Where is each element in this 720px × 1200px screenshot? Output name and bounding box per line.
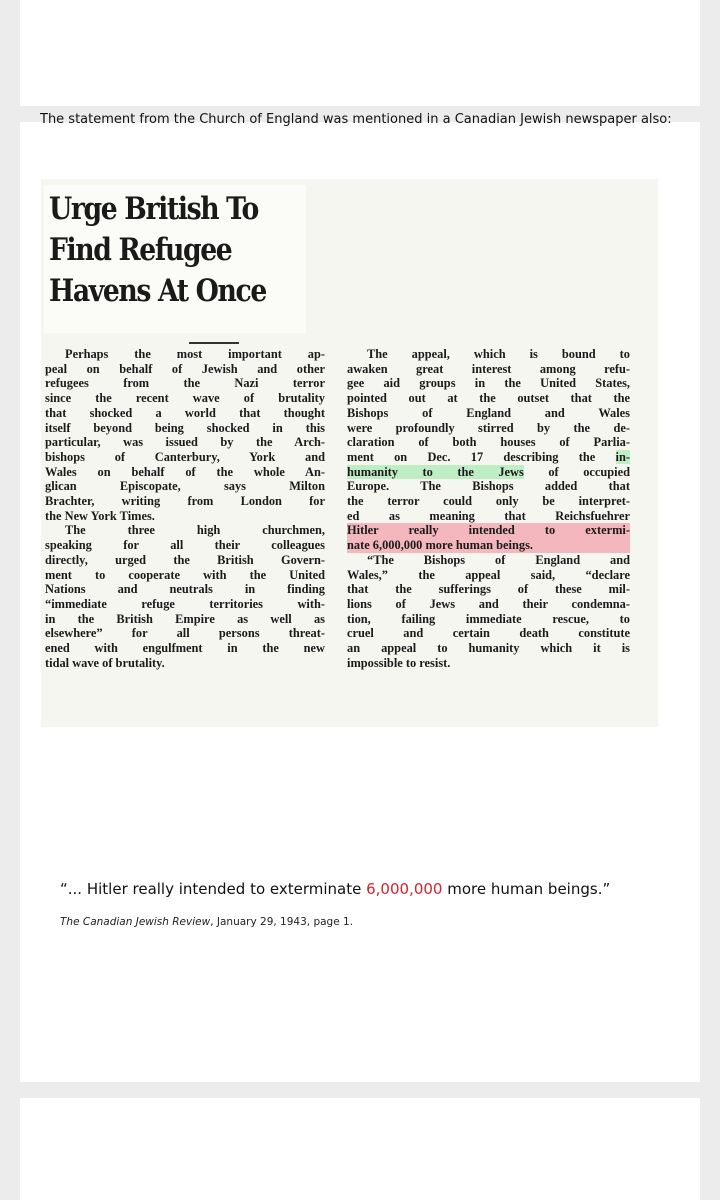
column-line: ed as meaning that Reichsfuehrer [347,508,630,523]
column-line: directly, urged the British Govern- [45,552,325,567]
red-highlight: nate 6,000,000 more human beings. [347,538,630,553]
column-line: an appeal to humanity which it is [347,641,630,656]
column-line: claration of both houses of Parlia- [347,435,630,450]
column-line: “The Bishops of England and [367,552,630,567]
column-line: speaking for all their colleagues [45,538,325,553]
quote-text: “... Hitler really intended to exterminate [60,880,367,898]
quote-text: more human beings.” [442,880,611,898]
column-line: Wales on behalf of the whole An- [45,464,325,479]
green-highlight: in- [615,449,630,464]
column-line: glican Episcopate, says Milton [45,479,325,494]
clipping-headline [49,189,266,312]
green-highlight: humanity to the Jews [347,464,524,479]
column-text: ment on Dec. 17 describing the [347,449,616,464]
column-line: particular, was issued by the Arch- [45,435,325,450]
source-publication: The Canadian Jewish Review [60,916,211,928]
column-line: gee aid groups in the United States, [347,376,630,391]
column-line: elsewhere” for all persons threat- [45,626,325,641]
pull-quote [60,880,610,898]
headline-line: Find Refugee [49,232,232,268]
source-details: , January 29, 1943, page 1. [210,916,354,928]
quote-number: 6,000,000 [366,880,443,898]
column-line: peal on behalf of Jewish and other [45,361,325,376]
column-line: awaken great interest among refu- [347,361,630,376]
clipping-right-column [347,347,630,670]
column-line: Perhaps the most important ap- [65,347,325,361]
column-line: “immediate refuge territories with- [45,596,325,611]
next-card [20,1098,700,1200]
headline-line: Havens At Once [49,273,266,309]
red-highlight: Hitler really intended to extermi- [347,523,630,538]
column-line: tion, failing immediate rescue, to [347,611,630,626]
column-line: Nations and neutrals in finding [45,582,325,597]
headline-divider [189,342,239,344]
top-card [20,0,700,106]
headline-line: Urge British To [49,191,258,227]
clipping-headline-box [44,185,306,333]
clipping-left-column [45,347,325,670]
column-line: Brachter, writing from London for [45,494,325,509]
intro-text: The statement from the Church of England was mentioned in a Canadian Jewish newspaper also: [40,112,672,127]
column-line [347,450,630,465]
column-line: the New York Times. [45,508,155,523]
column-line: Wales,” the appeal said, “declare [347,567,630,582]
column-line: tidal wave of brutality. [45,655,165,670]
column-line: ened with engulfment in the new [45,641,325,656]
source-citation [60,916,353,928]
column-line: The three high churchmen, [65,523,325,538]
column-line: lions of Jews and their condemna- [347,596,630,611]
newspaper-clipping [41,179,658,727]
column-line: were profoundly stirred by the de- [347,420,630,435]
column-line: The appeal, which is bound to [367,347,630,361]
column-line: since the recent wave of brutality [45,391,325,406]
column-line: cruel and certain death constitute [347,626,630,641]
column-line: refugees from the Nazi terror [45,376,325,391]
column-text: of occupied [523,464,630,479]
column-line [347,465,630,480]
column-line: ment to cooperate with the United [45,567,325,582]
column-line: impossible to resist. [347,655,451,670]
column-line: that shocked a world that thought [45,405,325,420]
column-line: the terror could only be interpret- [347,494,630,509]
column-line: Bishops of England and Wales [347,405,630,420]
column-line: itself beyond being shocked in this [45,420,325,435]
column-line: in the British Empire as well as [45,611,325,626]
column-line: Europe. The Bishops added that [347,479,630,494]
column-line: that the sufferings of these mil- [347,582,630,597]
column-line: bishops of Canterbury, York and [45,449,325,464]
column-line: pointed out at the outset that the [347,391,630,406]
